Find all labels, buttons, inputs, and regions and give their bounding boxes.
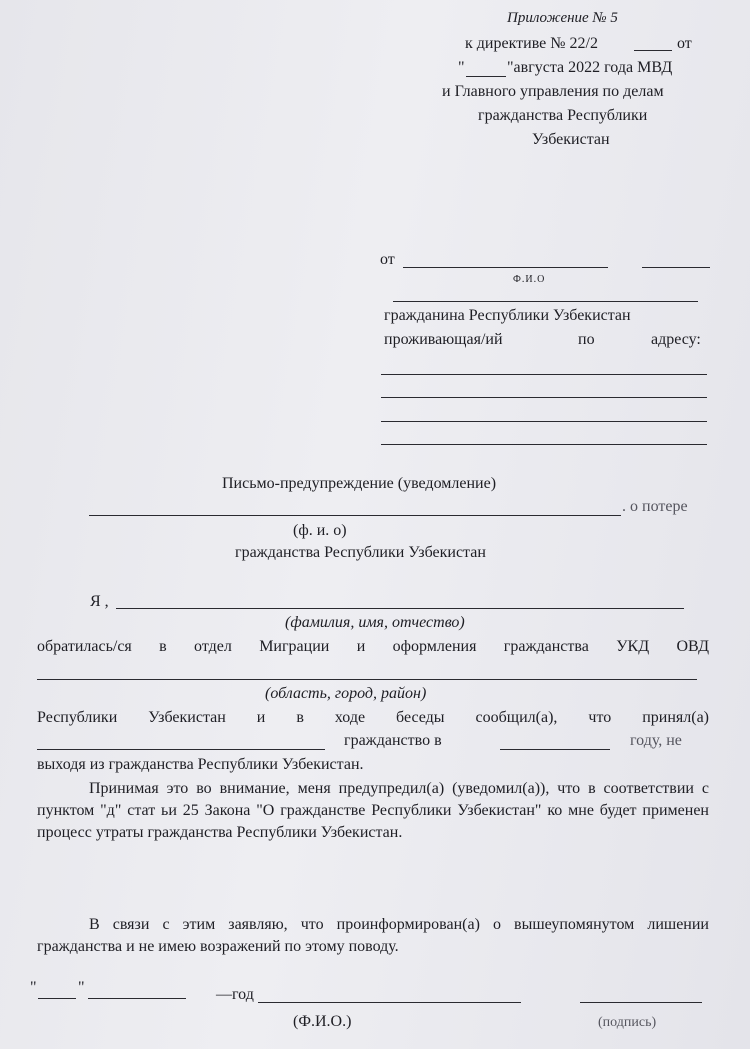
address-line-1 [381,374,707,375]
header-appendix: Приложение № 5 [507,10,618,26]
header-date: "августа 2022 года МВД [507,59,673,76]
header-directive-blank [634,50,672,51]
header-directive: к директиве № 22/2 [465,35,598,52]
loss-name-line [89,515,621,516]
title-citizenship: гражданства Республики Узбекистан [235,544,486,561]
consent-paragraph: В связи с этим заявляю, что проинформирован(а) о вышеупомянутом лишении гражданства и не имею возражений по этому поводу. [37,916,709,955]
country-name-line [37,749,325,750]
by-word: по [578,331,595,348]
header-quote-open: " [458,59,465,76]
date-quote-open: " [30,979,37,996]
fio-caption: Ф.И.О [513,274,546,285]
footer-name-line [258,1002,521,1003]
header-uzbekistan: Узбекистан [532,131,610,148]
header-republic: гражданства Республики [478,107,648,124]
header-day-blank [466,76,506,77]
address-line-2 [381,397,707,398]
document-title: Письмо-предупреждение (уведомление) [222,475,497,492]
fio-second-line [393,301,698,302]
i-label: Я , [90,593,109,610]
full-name-caption: (фамилия, имя, отчество) [285,614,465,631]
warning-paragraph: Принимая это во внимание, меня предупредил(а) (уведомил(а)), что в соответствии с пунктом "д" стат ьи 25 Закона "О гражданстве Республики Узбекистан" ко мне будет применен процесс утраты гражданства Республики Узбекистан. [37,780,709,841]
date-day-line [38,998,76,999]
year-label: —год [216,986,254,1003]
citizenship-in: гражданство в [344,732,442,749]
from-name-line [403,267,608,268]
exit-line: выходя из гражданства Республики Узбекистан. [37,756,364,773]
header-from: от [677,35,692,52]
from-extra-line [642,267,710,268]
citizen-line: гражданина Республики Узбекистан [384,307,631,324]
address-line-4 [381,444,707,445]
republic-line: Республики Узбекистан и в ходе беседы сообщил(а), что принял(а) [37,709,709,726]
date-quote-close: " [78,979,85,996]
signature-caption: (подпись) [598,1015,657,1030]
year-blank-line [500,749,610,750]
from-label: от [380,251,395,268]
region-caption: (область, город, район) [265,685,427,702]
address-line-3 [381,421,707,422]
region-line [37,679,697,680]
header-ministry: и Главного управления по делам [442,83,664,100]
date-month-line [88,998,186,999]
footer-fio-caption: (Ф.И.О.) [293,1013,352,1030]
address-word: адресу: [651,331,701,348]
full-name-line [116,608,684,609]
title-fio-caption: (ф. и. о) [293,522,347,539]
loss-suffix: . о потере [622,498,688,515]
residing-word: проживающая/ий [384,331,503,348]
year-not: году, не [630,732,682,749]
signature-line [580,1002,702,1003]
applied-line: обратилась/ся в отдел Миграции и оформления гражданства УКД ОВД [37,638,709,655]
